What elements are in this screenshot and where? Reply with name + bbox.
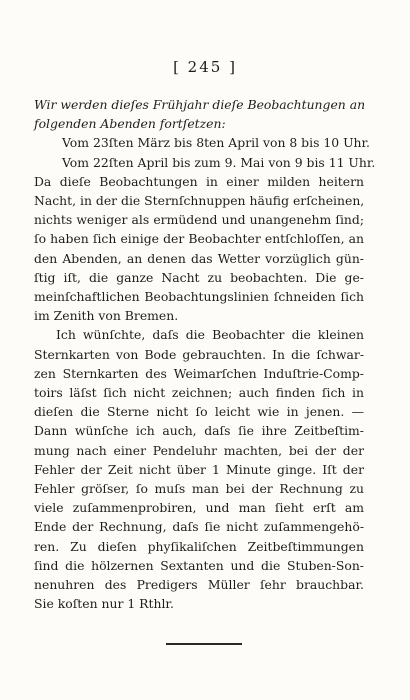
text-line: ſtig iſt, die ganze Nacht zu beobachten. Die ge- <box>34 269 364 285</box>
text-line: nichts weniger als ermüdend und unangenehm ſind; <box>34 212 364 228</box>
text-line: mung nach einer Pendeluhr machten, bei der der <box>34 442 364 458</box>
section-divider <box>166 643 242 645</box>
text-line: toirs läſst ſich nicht zeichnen; auch finden ſich in <box>34 385 364 401</box>
text-line: Dann wünſche ich auch, daſs ſie ihre Zeitbeſtim- <box>34 423 364 439</box>
text-line: den Abenden, an denen das Wetter vorzüglich gün- <box>34 250 364 266</box>
text-line: Wir werden dieſes Frühjahr dieſe Beobachtungen an <box>34 97 366 112</box>
text-line: Nacht, in der die Sternſchnuppen häufig erſcheinen, <box>34 193 365 209</box>
text-line: Sie koſten nur 1 Rthlr. <box>34 596 174 612</box>
text-line: folgenden Abenden fortſetzen: <box>34 116 226 132</box>
text-line: viele zuſammenprobiren, und man ſieht erſt am <box>34 500 364 516</box>
text-line: nenuhren des Predigers Müller ſehr brauchbar. <box>34 577 364 593</box>
body-text <box>34 95 376 613</box>
text-line: Fehler gröſser, ſo muſs man bei der Rechnung zu <box>34 481 364 497</box>
page-number: [ 245 ] <box>173 58 237 76</box>
text-line: Ich wünſchte, daſs die Beobachter die kleinen <box>56 327 364 343</box>
text-line: Vom 23ſten März bis 8ten April von 8 bis 10 Uhr. <box>62 135 370 151</box>
text-line: Sternkarten von Bode gebrauchten. In die ſchwar- <box>34 346 364 362</box>
text-line: meinſchaftlichen Beobachtungslinien ſchneiden ſich <box>34 289 364 305</box>
text-line: ſo haben ſich einige der Beobachter entſchloſſen, an <box>34 231 364 247</box>
text-line: ren. Zu dieſen phyſikaliſchen Zeitbeſtimmungen <box>34 538 364 554</box>
text-line: Fehler der Zeit nicht über 1 Minute ginge. Iſt der <box>34 461 364 477</box>
text-line: ſind die hölzernen Sextanten und die Stuben-Son- <box>34 557 364 573</box>
text-line: Vom 22ſten April bis zum 9. Mai von 9 bis 11 Uhr. <box>62 154 376 170</box>
text-line: zen Sternkarten des Weimarſchen Induſtrie-Comp- <box>34 365 364 381</box>
text-line: im Zenith von Bremen. <box>34 308 179 324</box>
text-line: Ende der Rechnung, daſs ſie nicht zuſammengehö- <box>34 519 364 535</box>
text-line: dieſen die Sterne nicht ſo leicht wie in jenen. — <box>34 404 364 420</box>
text-line: Da dieſe Beobachtungen in einer milden heitern <box>34 173 364 189</box>
